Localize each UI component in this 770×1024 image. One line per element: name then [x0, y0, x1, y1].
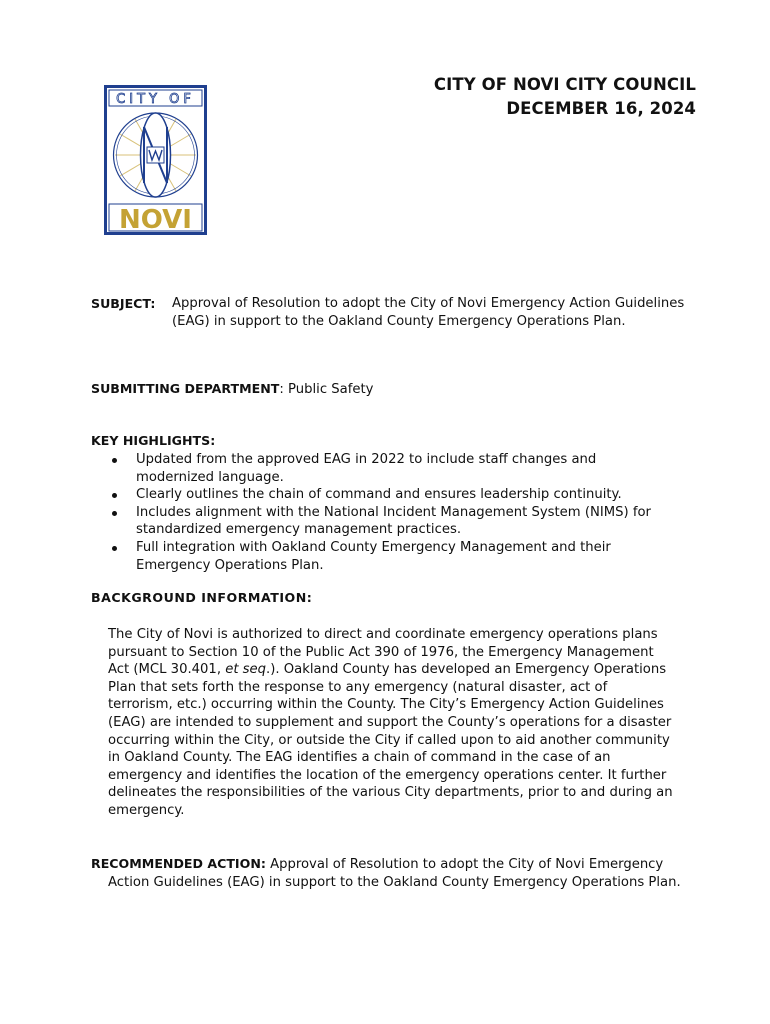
submitting-value: : Public Safety: [279, 382, 374, 397]
recommended-text-rest: Action Guidelines (EAG) in support to the Oakland County Emergency Operations Plan.: [108, 874, 681, 890]
subject-label: SUBJECT:: [91, 296, 156, 311]
background-text: [108, 626, 674, 820]
header-council: CITY OF NOVI CITY COUNCIL: [433, 75, 696, 94]
background-text-part2: .). Oakland County has developed an Emergency Operations Plan that sets forth the response to any emergency (natural disaster, act of terrorism, etc.) occurring within the County. The City’s Emergency Action Guidelines (EAG) are intended to supplement and support the County’s operations for a disaster occurring within the City, or outside the City if called upon to aid another community in Oakland County. The EAG identifies a chain of command in the case of an emergency and identifies the location of the emergency operations center. It further delineates the responsibilities of the various City departments, prior to and during an emergency.: [108, 662, 673, 818]
key-highlights-label: KEY HIGHLIGHTS:: [91, 433, 216, 448]
submitting-department: [91, 381, 373, 397]
logo-top-text: CITY OF: [116, 92, 195, 107]
logo-bottom-text: NOVI: [119, 205, 192, 235]
background-text-part1: The City of Novi is authorized to direct and coordinate emergency operations plans pursuant to Section 10 of the Public Act 390 of 1976, the Emergency Management Act (MCL 30.401,: [108, 627, 658, 678]
background-label: BACKGROUND INFORMATION:: [91, 590, 313, 605]
key-highlights-list: [108, 451, 668, 574]
submitting-label: SUBMITTING DEPARTMENT: [91, 381, 280, 396]
list-item: Includes alignment with the National Incident Management System (NIMS) for standardized emergency management practices.: [108, 504, 668, 539]
list-item: Updated from the approved EAG in 2022 to include staff changes and modernized language.: [108, 451, 668, 486]
meeting-header: [434, 73, 696, 121]
subject-text: Approval of Resolution to adopt the City of Novi Emergency Action Guidelines (EAG) in support to the Oakland County Emergency Operations Plan.: [172, 296, 685, 329]
recommended-text-first: Approval of Resolution to adopt the City of Novi Emergency: [265, 857, 664, 872]
list-item: Clearly outlines the chain of command and ensures leadership continuity.: [108, 486, 668, 504]
background-text-italic: et seq: [225, 662, 267, 678]
header-date: DECEMBER 16, 2024: [506, 99, 696, 118]
recommended-action: [91, 855, 681, 891]
recommended-label: RECOMMENDED ACTION:: [91, 856, 266, 871]
city-of-novi-seal-logo: [104, 85, 207, 235]
list-item: Full integration with Oakland County Emergency Management and their Emergency Operations Plan.: [108, 539, 668, 574]
